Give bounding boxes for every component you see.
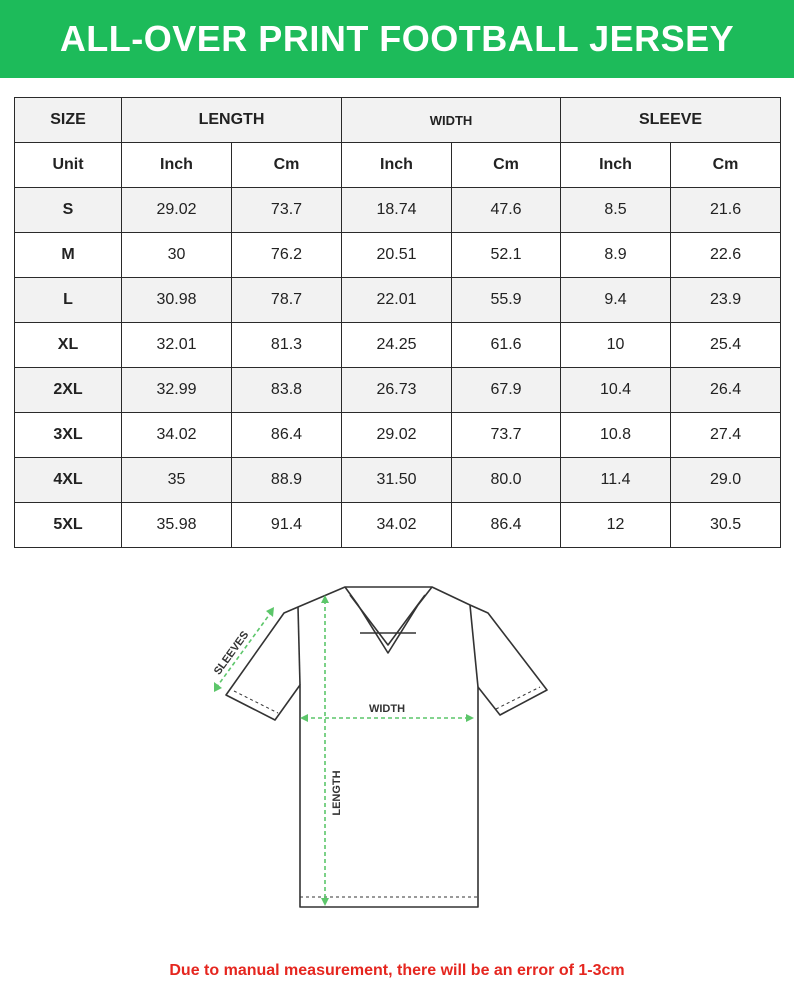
value-cell: 21.6 [671,188,781,233]
measurement-note: Due to manual measurement, there will be an error of 1-3cm [169,962,625,979]
unit-cell: Inch [342,143,452,188]
value-cell: 8.5 [561,188,671,233]
length-header: LENGTH [122,98,342,143]
value-cell: 12 [561,503,671,548]
value-cell: 24.25 [342,323,452,368]
unit-cell: Inch [561,143,671,188]
value-cell: 29.02 [342,413,452,458]
value-cell: 35.98 [122,503,232,548]
value-cell: 10.4 [561,368,671,413]
table-row [15,188,781,233]
width-label: WIDTH [368,703,406,715]
value-cell: 22.6 [671,233,781,278]
sleeve-header: SLEEVE [561,98,781,143]
value-cell: 11.4 [561,458,671,503]
value-cell: 81.3 [232,323,342,368]
size-cell: 5XL [15,503,122,548]
value-cell: 8.9 [561,233,671,278]
width-header: WIDTH [342,98,561,143]
unit-cell: Cm [452,143,561,188]
size-cell: 2XL [15,368,122,413]
value-cell: 26.73 [342,368,452,413]
value-cell: 78.7 [232,278,342,323]
value-cell: 86.4 [452,503,561,548]
value-cell: 76.2 [232,233,342,278]
size-cell: M [15,233,122,278]
value-cell: 25.4 [671,323,781,368]
value-cell: 73.7 [452,413,561,458]
length-label: LENGTH [331,770,343,816]
table-row [15,458,781,503]
table-header-row [15,98,781,143]
unit-row [15,143,781,188]
size-cell: L [15,278,122,323]
value-cell: 29.0 [671,458,781,503]
value-cell: 52.1 [452,233,561,278]
value-cell: 34.02 [342,503,452,548]
size-cell: 3XL [15,413,122,458]
unit-cell: Cm [671,143,781,188]
value-cell: 10.8 [561,413,671,458]
size-cell: 4XL [15,458,122,503]
value-cell: 73.7 [232,188,342,233]
value-cell: 86.4 [232,413,342,458]
table-row [15,368,781,413]
value-cell: 30.5 [671,503,781,548]
value-cell: 88.9 [232,458,342,503]
value-cell: 23.9 [671,278,781,323]
title-banner [0,0,794,78]
unit-cell: Inch [122,143,232,188]
unit-cell: Cm [232,143,342,188]
value-cell: 55.9 [452,278,561,323]
value-cell: 67.9 [452,368,561,413]
value-cell: 83.8 [232,368,342,413]
jersey-diagram [200,575,560,920]
value-cell: 61.6 [452,323,561,368]
jersey-outline [226,587,547,907]
value-cell: 34.02 [122,413,232,458]
value-cell: 20.51 [342,233,452,278]
table-row [15,278,781,323]
value-cell: 29.02 [122,188,232,233]
table-row [15,413,781,458]
value-cell: 30 [122,233,232,278]
value-cell: 30.98 [122,278,232,323]
table-row [15,503,781,548]
value-cell: 31.50 [342,458,452,503]
page-title: ALL-OVER PRINT FOOTBALL JERSEY [59,18,735,59]
value-cell: 32.01 [122,323,232,368]
unit-header: Unit [15,143,122,188]
value-cell: 35 [122,458,232,503]
value-cell: 18.74 [342,188,452,233]
value-cell: 91.4 [232,503,342,548]
size-chart-table [14,97,781,548]
value-cell: 80.0 [452,458,561,503]
table-row [15,323,781,368]
sleeves-label: SLEEVES [211,629,252,678]
table-row [15,233,781,278]
value-cell: 47.6 [452,188,561,233]
size-cell: S [15,188,122,233]
value-cell: 22.01 [342,278,452,323]
size-cell: XL [15,323,122,368]
value-cell: 9.4 [561,278,671,323]
value-cell: 27.4 [671,413,781,458]
size-header: SIZE [15,98,122,143]
value-cell: 32.99 [122,368,232,413]
value-cell: 26.4 [671,368,781,413]
value-cell: 10 [561,323,671,368]
